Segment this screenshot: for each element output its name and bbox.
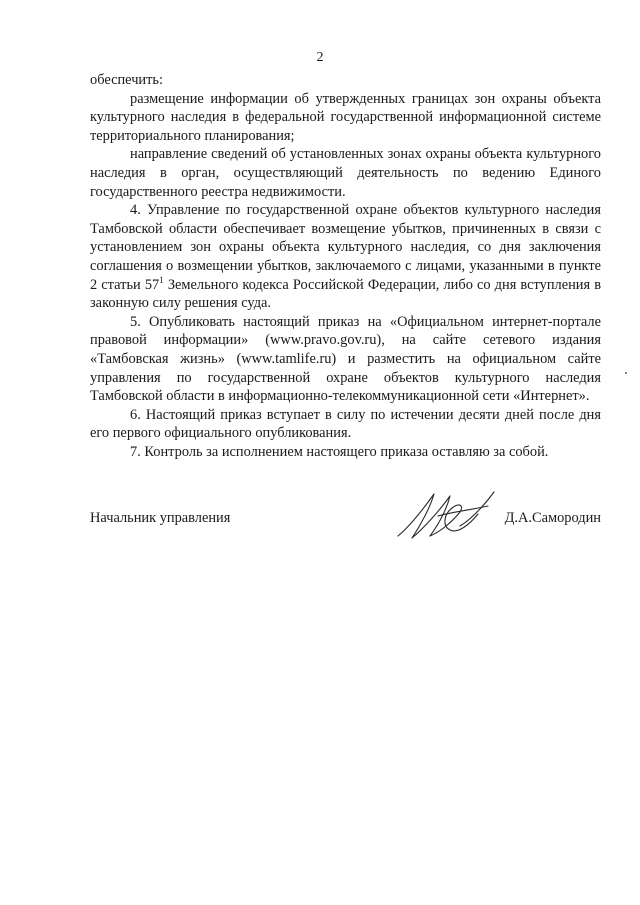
paragraph-item-7: 7. Контроль за исполнением настоящего приказа оставляю за собой. [130,443,549,460]
signature-block [90,502,601,542]
paragraph-item-5: 5. Опубликовать настоящий приказ на «Официальном интернет-портале правовой информации» (www.pravo.gov.ru), на сайте сетевого издания «Тамбовская жизнь» (www.tamlife.ru) и разместить на официальном сайте управления по государственной охране объектов культурного наследия Тамбовской области в информационно-телекоммуникационной сети «Интернет». [90,313,601,405]
paragraph-direction: направление сведений об установленных зонах охраны объекта культурного наследия в орган, осуществляющий деятельность по ведению Единого государственного реестра недвижимости. [90,146,601,200]
paragraph-item-6: 6. Настоящий приказ вступает в силу по истечении десяти дней после дня его первого официального опубликования. [90,406,601,442]
handwritten-signature [390,486,500,542]
signatory-name: Д.А.Самородин [504,510,601,526]
signatory-title: Начальник управления [90,510,231,526]
page-number: 2 [316,50,324,65]
paragraph-item-4 [90,201,601,313]
document-body [90,71,601,461]
paragraph-placement: размещение информации об утвержденных границах зон охраны объекта культурного наследия в федеральной государственной информационной системе территориального планирования; [90,90,601,144]
scan-speck [625,372,627,374]
paragraph-intro: обеспечить: [90,72,163,88]
paragraph-item-4-text: 4. Управление по государственной охране объектов культурного наследия Тамбовской области обеспечивает возмещение убытков, причиненных в связи с установлением зон охраны объекта культурного наследия, со дня заключения соглашения о возмещении убытков, заключаемого с лицами, указанными в пункте 2 статьи 57 [90,202,601,293]
paragraph-item-4-tail: Земельного кодекса Российской Федерации, либо со дня вступления в законную силу решения суда. [90,276,602,312]
paragraph-item-4-superscript: 1 [159,274,164,285]
